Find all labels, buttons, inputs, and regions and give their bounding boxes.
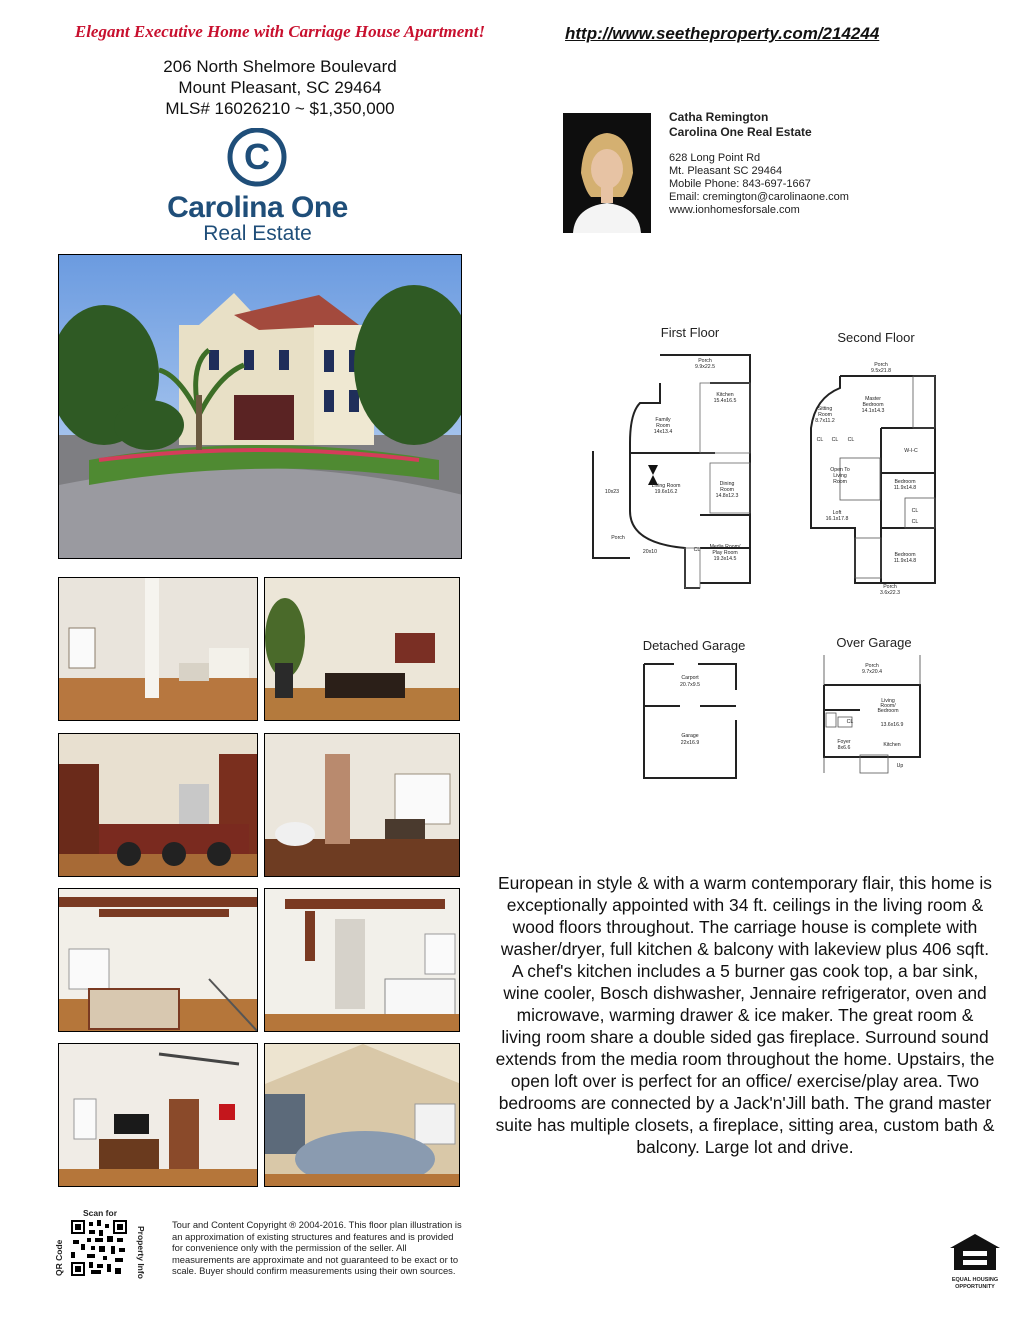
svg-text:19.3x14.5: 19.3x14.5 [713,556,737,562]
sf-porch-label: Porch [874,362,888,368]
mls-price: MLS# 16026210 ~ $1,350,000 [165,99,395,118]
qr-scan-label: Scan for [83,1208,118,1218]
svg-text:CL: CL [846,719,854,725]
svg-text:9.5x21.8: 9.5x21.8 [871,368,891,374]
svg-text:CL: CL [816,437,824,443]
opportunity-label: OPPORTUNITY [955,1284,995,1290]
ff-dining-room-label: Dining [719,481,735,487]
second-floor-plan [805,348,945,598]
detached-garage-plan [640,660,740,782]
svg-text:Up: Up [896,763,904,769]
loft-photo [58,888,258,1032]
copyright-c-logo-icon [155,128,360,190]
over-garage-title: Over Garage [836,635,912,650]
og-kitchen-label: Kitchen [883,742,901,748]
agent-website[interactable]: www.ionhomesforsale.com [669,204,800,216]
og-living-bedroom-label: Living [881,698,895,704]
street-address: 206 North Shelmore Boulevard [163,57,397,76]
ff-porch-label: Porch [698,358,712,364]
svg-text:8x6.6: 8x6.6 [837,745,851,751]
carolina-one-logo [155,128,360,248]
bedroom-photo [58,1043,258,1187]
second-floor-title: Second Floor [837,330,915,345]
carport-label: Carport [681,675,699,681]
logo-mark: C [244,136,270,177]
svg-text:Room: Room [833,479,847,485]
svg-text:14.1x14.3: 14.1x14.3 [861,408,885,414]
master-bedroom-photo [264,888,460,1032]
sf-open-living-label: Open To [830,467,850,473]
sf-master-bedroom-label: Master [865,396,881,402]
svg-text:CL: CL [831,437,839,443]
garage-label: Garage [681,733,699,739]
qr-code-label: QR Code [54,1239,64,1276]
svg-text:8.7x11.2: 8.7x11.2 [815,418,835,424]
headline: Elegant Executive Home with Carriage House Apartment! [74,22,486,41]
qr-property-label: Property Info [136,1226,146,1279]
city-state-zip: Mount Pleasant, SC 29464 [178,78,382,97]
house-exterior-photo [58,254,462,559]
svg-text:9.9x22.5: 9.9x22.5 [695,364,715,370]
property-url-link[interactable]: http://www.seetheproperty.com/214244 [565,24,880,43]
over-garage-plan [820,655,940,775]
sf-bedroom-1-label: Bedroom [894,479,916,485]
dining-room-photo [264,577,460,721]
equal-housing-logo [946,1232,1004,1291]
svg-text:10x23: 10x23 [604,489,620,495]
logo-subtitle: Real Estate [203,222,312,245]
svg-text:14x13.4: 14x13.4 [653,429,673,435]
qr-code-icon [71,1220,127,1276]
ff-family-room-label: Family [655,417,671,423]
equal-housing-icon [946,1232,1004,1272]
agent-street: 628 Long Point Rd [669,152,761,164]
svg-text:Room: Room [656,423,670,429]
svg-text:20.7x9.5: 20.7x9.5 [680,682,700,688]
og-foyer-label: Foyer [837,739,851,745]
svg-text:Living: Living [833,473,847,479]
sf-loft-label: Loft [832,510,842,516]
great-room-photo [264,733,460,877]
svg-text:13.6x16.9: 13.6x16.9 [880,722,904,728]
svg-text:22x16.9: 22x16.9 [680,740,700,746]
og-porch-label: Porch [865,663,879,669]
sf-bedroom-2-label: Bedroom [894,552,916,558]
agent-info [669,110,849,217]
qr-code-block[interactable] [50,1208,150,1290]
svg-text:W-I-C: W-I-C [904,448,918,454]
svg-text:11.9x14.8: 11.9x14.8 [893,485,917,491]
equal-housing-label: EQUAL HOUSING [951,1277,999,1283]
first-floor-title: First Floor [660,325,720,340]
svg-text:Bedroom: Bedroom [877,708,899,714]
svg-text:CL: CL [911,508,919,514]
detached-garage-title: Detached Garage [642,638,746,653]
first-floor-plan [590,343,770,593]
svg-text:15.4x16.5: 15.4x16.5 [713,398,737,404]
svg-text:16.1x17.8: 16.1x17.8 [825,516,849,522]
svg-text:3.6x22.3: 3.6x22.3 [880,590,900,596]
ff-kitchen-label: Kitchen [716,392,734,398]
svg-text:CL: CL [911,519,919,525]
copyright-notice: Tour and Content Copyright ® 2004-2016. This floor plan illustration is an approximation of existing structures and features and is provided for convenience only with the permission of the seller. All measurements are approximate and not guaranteed to be exact or to scale. Buyer should confirm measurements using their own sources. [172,1219,462,1276]
agent-city: Mt. Pleasant SC 29464 [669,165,783,177]
svg-text:CL: CL [693,547,701,553]
living-room-photo [58,577,258,721]
svg-text:14.8x12.3: 14.8x12.3 [715,493,739,499]
svg-text:19.6x16.2: 19.6x16.2 [654,489,678,495]
property-description: European in style & with a warm contemporary flair, this home is exceptionally appointed with 34 ft. ceilings in the living room & wood floors throughout. The carriage house is complete with washer/dryer, full kitchen & balcony with lakeview plus 406 sqft. A chef's kitchen includes a 5 burner gas cook top, a bar sink, wine cooler, Bosch dishwasher, Jennaire refrigerator, oven and microwave, warming drawer & ice maker. The great room & living room share a double sided gas fireplace. Surround sound extends from the media room throughout the home. Upstairs, the open loft over is perfect for an office/ exercise/play area. Two bedrooms are connected by a Jack'n'Jill bath. The grand master suite has multiple closets, a fireplace, sitting area, custom bath & balcony. Large lot and drive. [495,873,995,1157]
agent-name: Catha Remington [669,110,769,124]
svg-text:Bedroom: Bedroom [862,402,884,408]
ff-media-room-label: Media Room/ [709,544,741,550]
agent-phone: Mobile Phone: 843-697-1667 [669,178,811,190]
svg-text:Room/: Room/ [880,703,896,709]
svg-text:Porch: Porch [611,535,625,541]
svg-text:CL: CL [847,437,855,443]
svg-text:Room: Room [720,487,734,493]
ff-living-room-label: Living Room [651,483,681,489]
svg-text:Room: Room [818,412,832,418]
agent-company: Carolina One Real Estate [669,125,812,139]
sf-porch-2-label: Porch [883,584,897,590]
svg-text:9.7x20.4: 9.7x20.4 [862,669,882,675]
svg-text:20x10: 20x10 [642,549,658,555]
carriage-bedroom-photo [264,1043,460,1187]
agent-email[interactable]: Email: cremington@carolinaone.com [669,191,849,203]
agent-photo [563,113,651,233]
svg-text:Play Room: Play Room [712,550,738,556]
kitchen-photo [58,733,258,877]
sf-sitting-room-label: Sitting [817,406,833,412]
svg-text:11.9x14.8: 11.9x14.8 [893,558,917,564]
listing-address [60,56,500,119]
logo-name: Carolina One [167,191,348,224]
